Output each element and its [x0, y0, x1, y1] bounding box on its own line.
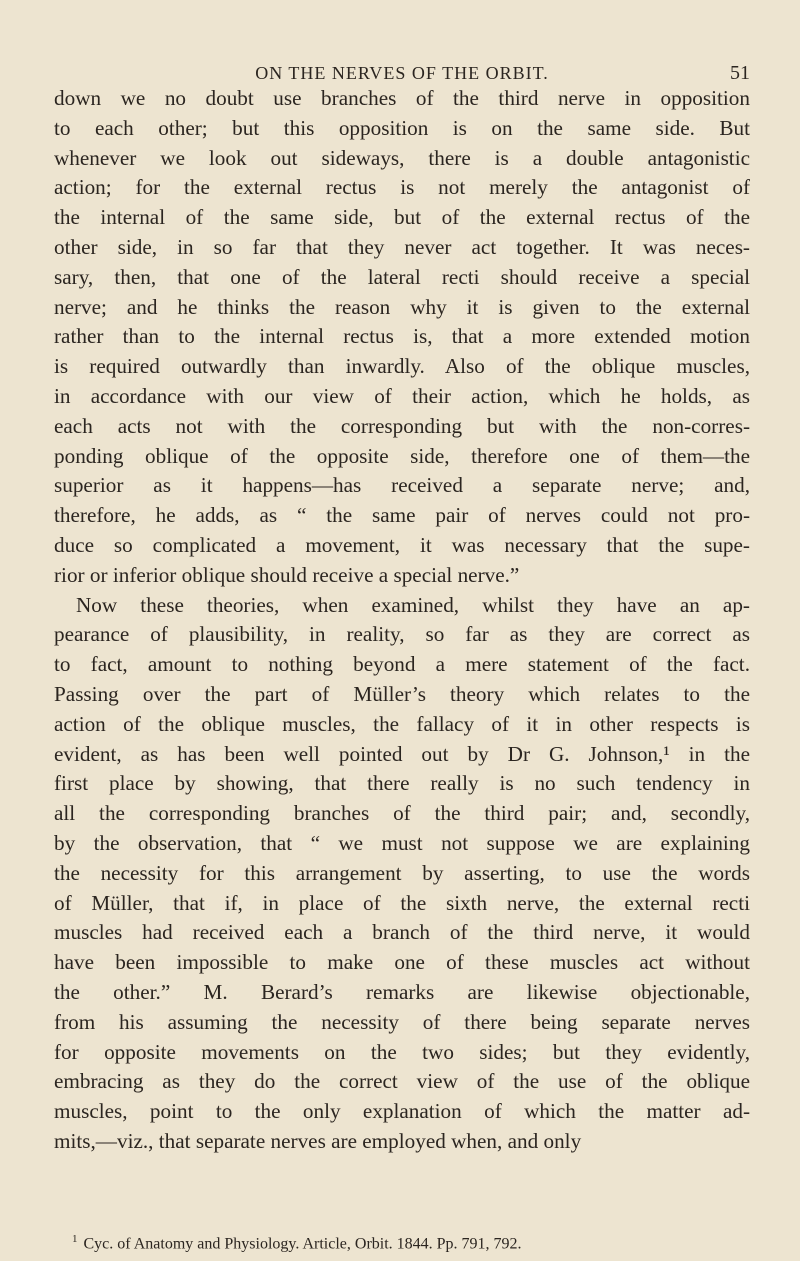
- text-line: each acts not with the corresponding but with the non-corres-: [54, 413, 750, 438]
- text-line: embracing as they do the correct view of the use of the oblique: [54, 1069, 750, 1094]
- text-line: to fact, amount to nothing beyond a mere statement of the fact.: [54, 652, 750, 677]
- text-line: mits,—viz., that separate nerves are employed when, and only: [54, 1128, 582, 1153]
- page-number: 51: [730, 62, 750, 84]
- text-line: first place by showing, that there really is no such tendency in: [54, 771, 750, 796]
- text-line: action of the oblique muscles, the fallacy of it in other respects is: [54, 711, 750, 736]
- text-line: sary, then, that one of the lateral recti should receive a special: [54, 264, 750, 289]
- footnote-text: Cyc. of Anatomy and Physiology. Article, Orbit. 1844. Pp. 791, 792.: [83, 1235, 522, 1253]
- footnote: [54, 1228, 750, 1255]
- text-line: from his assuming the necessity of there being separate nerves: [54, 1009, 750, 1034]
- body-text: [54, 84, 750, 1157]
- text-line: is required outwardly than inwardly. Also of the oblique muscles,: [54, 354, 750, 379]
- text-line: pearance of plausibility, in reality, so far as they are correct as: [54, 622, 750, 647]
- text-line: whenever we look out sideways, there is a double antagonistic: [54, 145, 750, 170]
- footnote-marker: 1: [72, 1233, 78, 1245]
- running-title: ON THE NERVES OF THE ORBIT.: [255, 63, 549, 83]
- text-line: muscles had received each a branch of the third nerve, it would: [54, 920, 750, 945]
- text-line: to each other; but this opposition is on the same side. But: [54, 115, 750, 140]
- text-line: have been impossible to make one of these muscles act without: [54, 950, 750, 975]
- text-line: evident, as has been well pointed out by Dr G. Johnson,¹ in the: [54, 741, 750, 766]
- text-line: the internal of the same side, but of the external rectus of the: [54, 205, 750, 230]
- text-line: the other.” M. Berard’s remarks are likewise objectionable,: [54, 979, 750, 1004]
- text-line: by the observation, that “ we must not suppose we are explaining: [54, 830, 750, 855]
- text-line: Now these theories, when examined, whilst they have an ap-: [76, 592, 750, 617]
- text-line: the necessity for this arrangement by asserting, to use the words: [54, 860, 750, 885]
- text-line: muscles, point to the only explanation of which the matter ad-: [54, 1099, 750, 1124]
- text-line: all the corresponding branches of the third pair; and, secondly,: [54, 801, 750, 826]
- text-line: rior or inferior oblique should receive a special nerve.”: [54, 562, 520, 587]
- text-line: down we no doubt use branches of the third nerve in opposition: [54, 86, 750, 110]
- text-line: rather than to the internal rectus is, that a more extended motion: [54, 324, 750, 349]
- text-line: superior as it happens—has received a separate nerve; and,: [54, 473, 750, 498]
- text-line: action; for the external rectus is not merely the antagonist of: [54, 175, 750, 200]
- text-line: Passing over the part of Müller’s theory which relates to the: [54, 681, 750, 706]
- text-line: ponding oblique of the opposite side, therefore one of them—the: [54, 443, 750, 468]
- text-line: other side, in so far that they never act together. It was neces-: [54, 234, 750, 259]
- text-line: therefore, he adds, as “ the same pair of nerves could not pro-: [54, 503, 750, 528]
- text-line: duce so complicated a movement, it was necessary that the supe-: [54, 532, 750, 557]
- running-head: [54, 60, 750, 86]
- text-line: nerve; and he thinks the reason why it is given to the external: [54, 294, 750, 319]
- text-line: of Müller, that if, in place of the sixth nerve, the external recti: [54, 890, 750, 915]
- text-line: for opposite movements on the two sides; but they evidently,: [54, 1039, 750, 1064]
- text-line: in accordance with our view of their action, which he holds, as: [54, 383, 750, 408]
